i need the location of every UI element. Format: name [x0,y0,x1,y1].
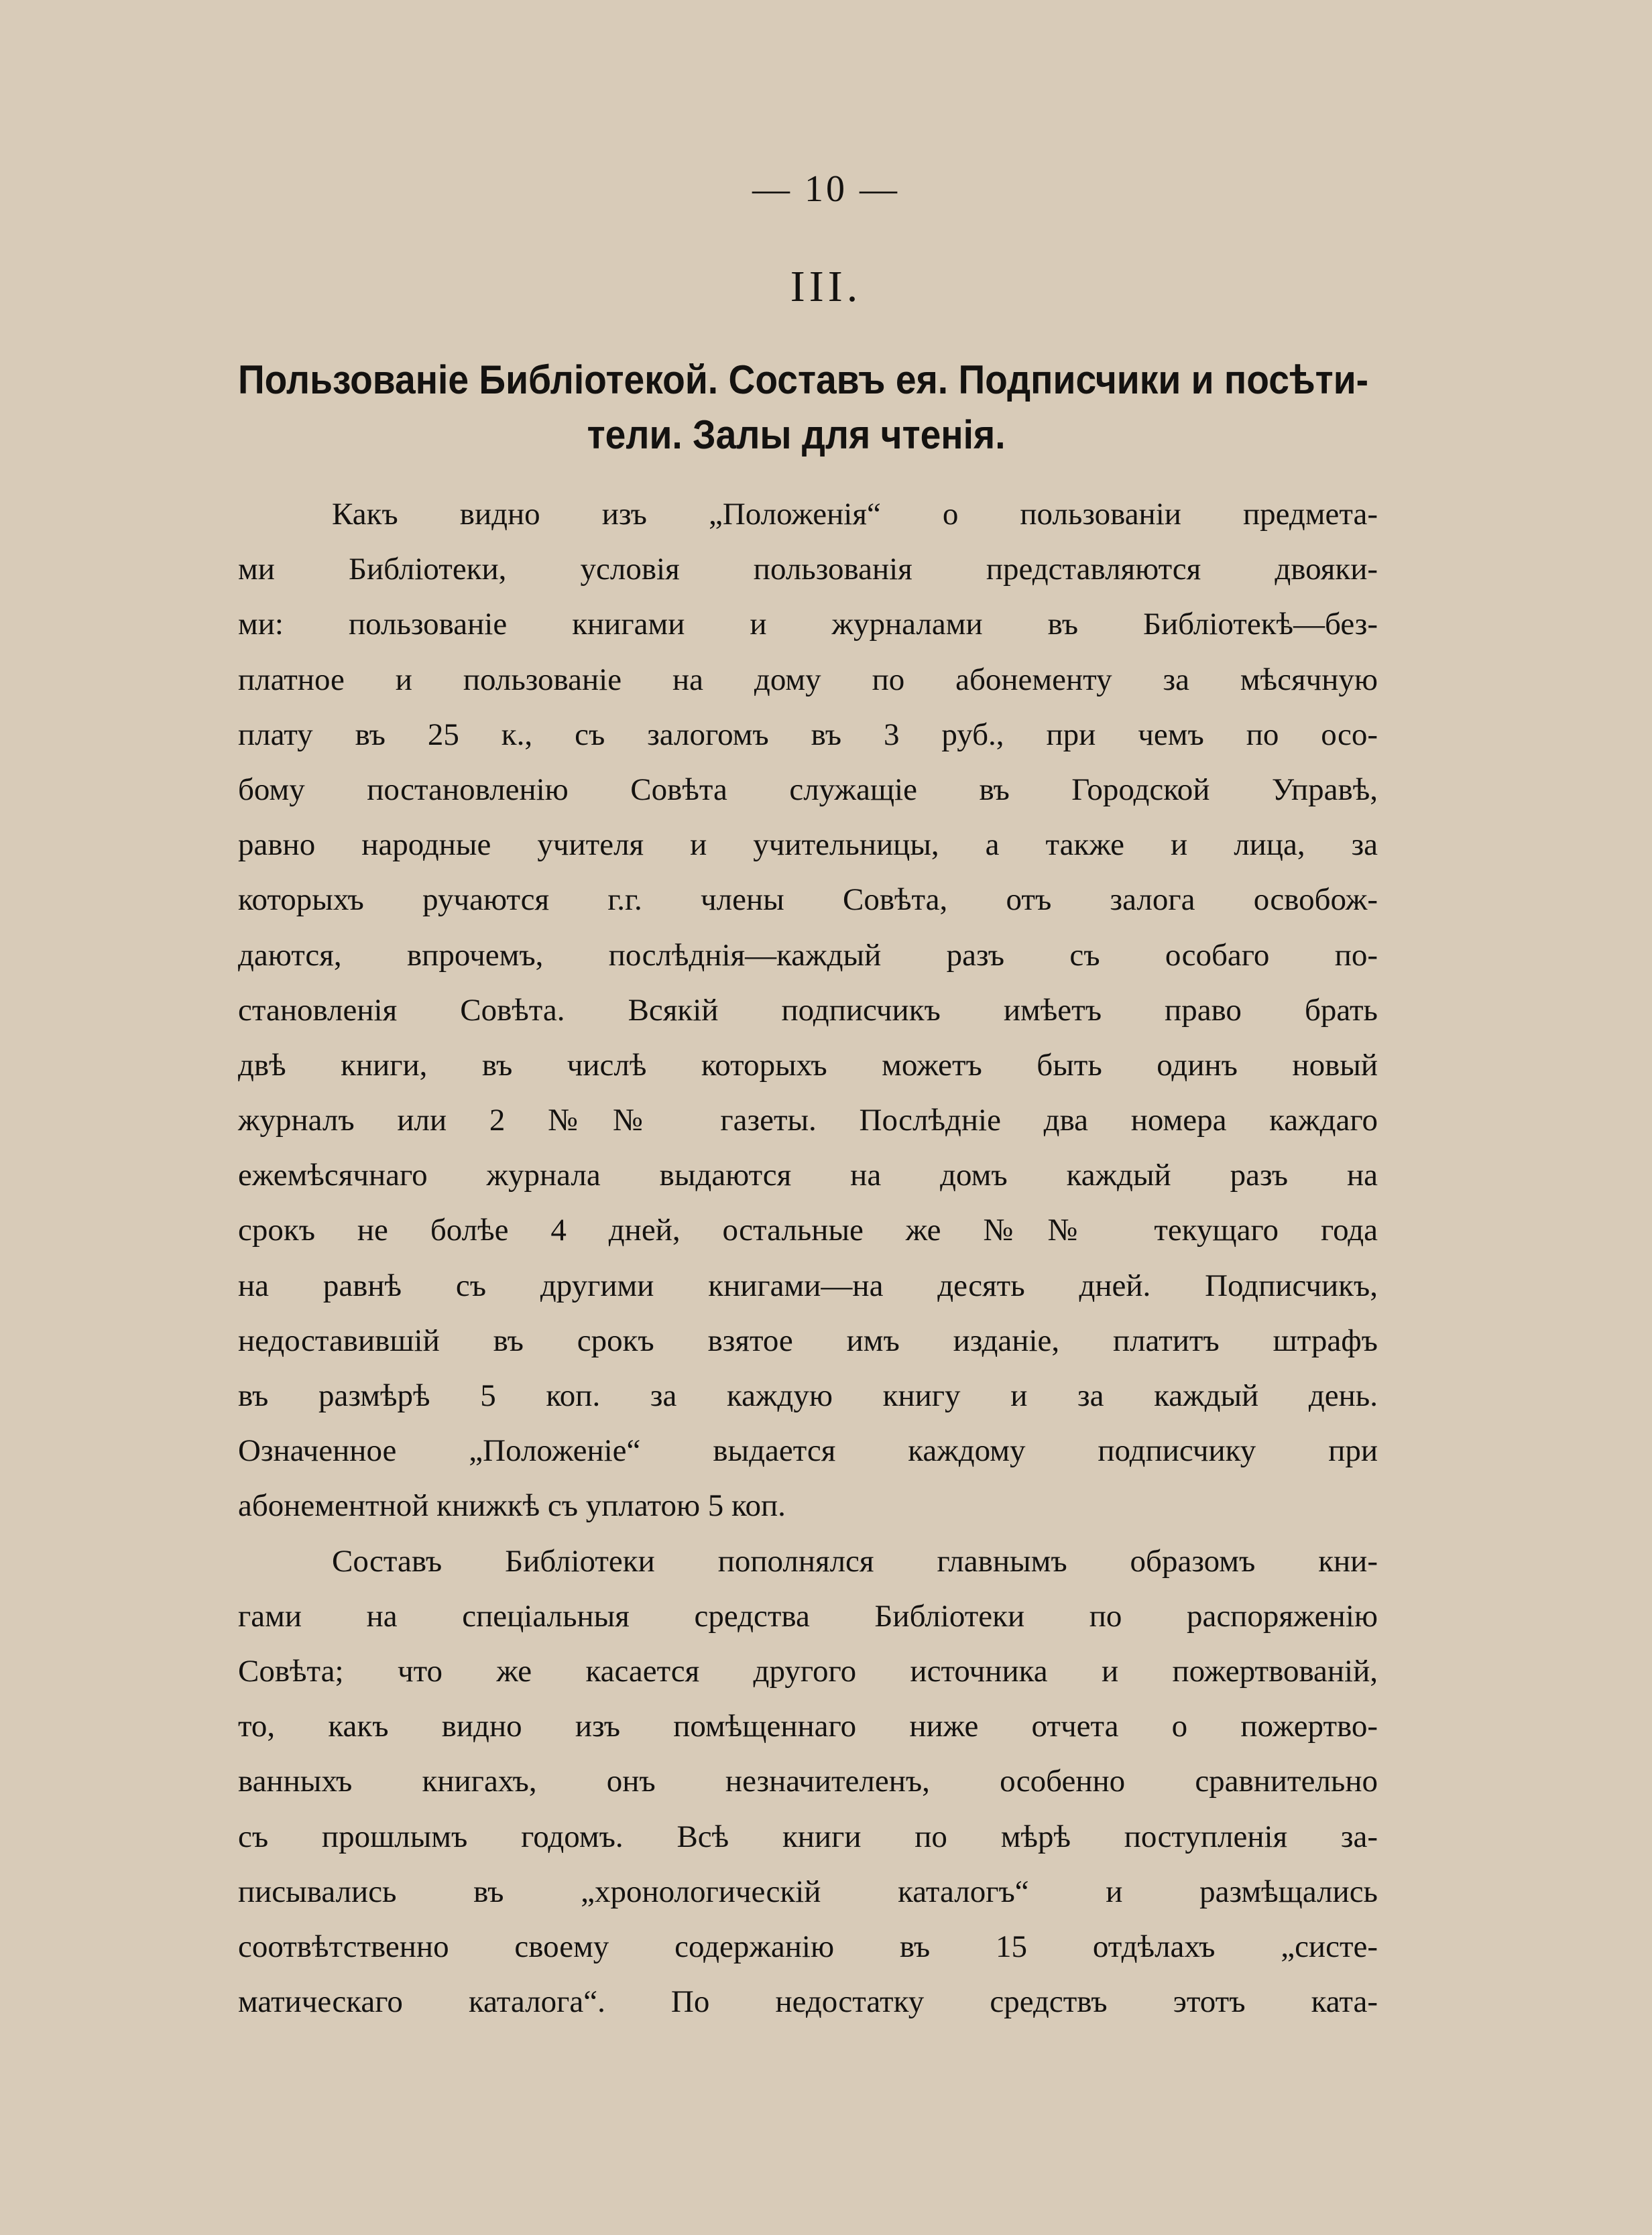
text-line: абонементной книжкѣ съ уплатою 5 коп. [238,1488,786,1524]
text-line: гами на спеціальныя средства Библіотеки по распоряженію [238,1598,1378,1634]
text-line: бому постановленію Совѣта служащіе въ Городской Управѣ, [238,772,1378,807]
text-line: съ прошлымъ годомъ. Всѣ книги по мѣрѣ поступленія за- [238,1819,1378,1854]
text-line: двѣ книги, въ числѣ которыхъ можетъ быть одинъ новый [238,1047,1378,1083]
text-line: срокъ не болѣе 4 дней, остальные же №№ текущаго года [238,1213,1378,1248]
text-line: то, какъ видно изъ помѣщеннаго ниже отчета о пожертво- [238,1709,1378,1744]
paragraph-1 [238,487,1378,1534]
text-line: ванныхъ книгахъ, онъ незначителенъ, особенно сравнительно [238,1764,1378,1799]
text-line: недоставившій въ срокъ взятое имъ изданіе, платитъ штрафъ [238,1323,1378,1358]
text-line: ежемѣсячнаго журнала выдаются на домъ каждый разъ на [238,1158,1378,1193]
chapter-title-line: Пользованіе Библіотекой. Составъ ея. Подписчики и посѣти- [238,357,1369,402]
text-line: ми: пользованіе книгами и журналами въ Библіотекѣ—без- [238,607,1378,642]
text-line: соотвѣтственно своему содержанію въ 15 отдѣлахъ „систе- [238,1929,1378,1964]
text-line: на равнѣ съ другими книгами—на десять дней. Подписчикъ, [238,1268,1378,1303]
text-line: становленія Совѣта. Всякій подписчикъ имѣетъ право брать [238,992,1378,1028]
text-line: журналъ или 2 №№ газеты. Послѣдніе два номера каждаго [238,1103,1378,1138]
text-line: писывались въ „хронологическій каталогъ“ и размѣщались [238,1874,1378,1909]
text-line: равно народные учителя и учительницы, а также и лица, за [238,827,1378,863]
text-line: даются, впрочемъ, послѣднія—каждый разъ съ особаго по- [238,937,1378,973]
chapter-title [238,350,1369,460]
page-number: — 10 — [752,168,900,210]
chapter-number: III. [790,262,862,311]
text-line: Совѣта; что же касается другого источника и пожертвованій, [238,1653,1378,1689]
text-line: ми Библіотеки, условія пользованія представляются двояки- [238,552,1378,587]
text-line: Какъ видно изъ „Положенія“ о пользованіи предмета- [332,497,1378,532]
body-text [238,487,1378,2029]
chapter-title-line: тели. Залы для чтенія. [587,412,1006,458]
text-line: плату въ 25 к., съ залогомъ въ 3 руб., при чемъ по осо- [238,717,1378,752]
paragraph-2 [238,1534,1378,2030]
text-line: которыхъ ручаются г.г. члены Совѣта, отъ залога освобож- [238,882,1378,918]
text-line: матическаго каталога“. По недостатку средствъ этотъ ката- [238,1984,1378,2020]
text-line: Составъ Библіотеки пополнялся главнымъ образомъ кни- [332,1543,1378,1579]
text-line: платное и пользованіе на дому по абонементу за мѣсячную [238,662,1378,697]
text-line: въ размѣрѣ 5 коп. за каждую книгу и за каждый день. [238,1378,1378,1413]
text-line: Означенное „Положеніе“ выдается каждому подписчику при [238,1433,1378,1469]
